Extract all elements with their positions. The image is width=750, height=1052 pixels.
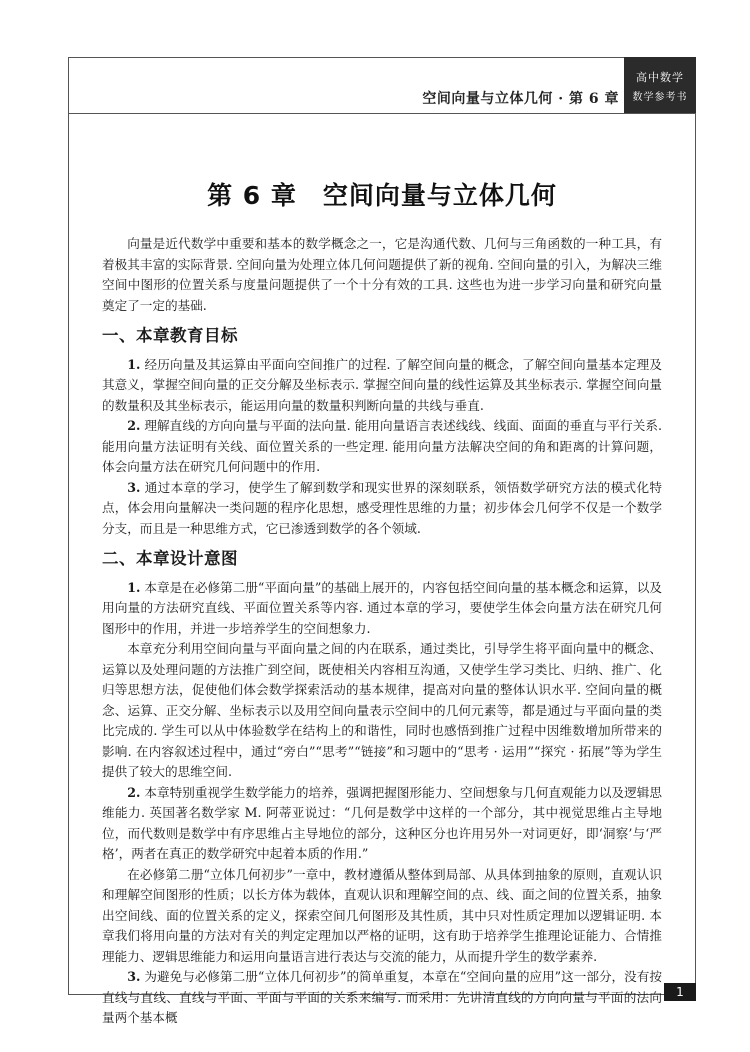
design-number: 2. <box>127 784 141 800</box>
design-paragraph-4: 在必修第二册“立体几何初步”一章中，教材遵循从整体到局部、从具体到抽象的原则，直观认识和理解空间图形的性质；以长方体为载体，直观认识和理解空间的点、线、面之间的位置关系，抽象出空间线、面的位置关系的定义，探索空间几何图形及其性质，其中只对性质定理加以逻辑证明. 本章我们将用向量的方法对有关的判定定理加以严格的证明，这有助于培养学生推理论证能力、合情推理能力、逻辑思维能力和运用向量语言进行表达与交流的能力，从而提升学生的数学素养. <box>102 866 662 964</box>
intro-paragraph: 向量是近代数学中重要和基本的数学概念之一，它是沟通代数、几何与三角函数的一种工具，有着极其丰富的实际背景. 空间向量为处理立体几何问题提供了新的视角. 空间向量的引入，为解决三维空间中图形的位置关系与度量问题提供了一个十分有效的工具. 这些也为进一步学习向量和研究向量奠定了一定的基础. <box>102 236 662 313</box>
goal-number: 2. <box>127 418 141 433</box>
chapter-title: 第 6 章 空间向量与立体几何 <box>207 181 557 210</box>
goal-text: 通过本章的学习，使学生了解到数学和现实世界的深刻联系，领悟数学研究方法的模式化特点，体会用向量解决一类问题的程序化思想，感受理性思维的力量；初步体会几何学不仅是一个数学分支，而且是一种思维方式，它已渗透到数学的各个领域. <box>102 479 662 536</box>
section-heading-design: 二、本章设计意图 <box>102 549 238 568</box>
page-frame <box>68 57 696 1025</box>
running-title: 空间向量与立体几何 · 第 6 章 <box>422 91 619 107</box>
goal-text: 理解直线的方向向量与平面的法向量. 能用向量语言表述线线、线面、面面的垂直与平行关系. 能用向量方法证明有关线、面位置关系的一些定理. 能用向量方法解决空间的角和距离的计算问题，体会向量方法在研究几何问题中的作用. <box>102 418 662 474</box>
badge-line1: 高中数学 <box>636 71 684 84</box>
design-text: 本章特别重视学生数学能力的培养，强调把握图形能力、空间想象与几何直观能力以及逻辑思维能力. 英国著名数学家 M. 阿蒂亚说过：“几何是数学中这样的一个部分，其中视觉思维占主导地位，而代数则是数学中有序思维占主导地位的部分，这种区分也许用另外一对词更好，即‘洞察’与‘严格’，两者在真正的数学研究中起着本质的作用.” <box>102 784 662 861</box>
goal-item-3 <box>102 478 662 540</box>
goal-number: 1. <box>127 356 141 372</box>
design-paragraph-1 <box>102 578 662 640</box>
design-paragraph-5 <box>102 967 662 1029</box>
goal-number: 3. <box>127 479 141 495</box>
page-header <box>69 58 695 114</box>
design-number: 1. <box>127 579 141 595</box>
goal-item-1 <box>102 355 662 417</box>
design-text: 本章是在必修第二册“平面向量”的基础上展开的，内容包括空间向量的基本概念和运算，以及用向量的方法研究直线、平面位置关系等内容. 通过本章的学习，要使学生体会向量方法在研究几何图形中的作用，并进一步培养学生的空间想象力. <box>102 579 662 636</box>
series-badge <box>624 57 696 113</box>
design-paragraph-3 <box>102 783 662 865</box>
page-number: 1 <box>664 983 696 1001</box>
design-text: 为避免与必修第二册“立体几何初步”的简单重复，本章在“空间向量的应用”这一部分，没有按直线与直线、直线与平面、平面与平面的关系来编写. 而采用：先讲清直线的方向向量与平面的法向量两个基本概 <box>102 969 662 1025</box>
design-paragraph-2: 本章充分利用空间向量与平面向量之间的内在联系，通过类比，引导学生将平面向量中的概念、运算以及处理问题的方法推广到空间，既使相关内容相互沟通，又使学生学习类比、归纳、推广、化归等思想方法，促使他们体会数学探索活动的基本规律，提高对向量的整体认识水平. 空间向量的概念、运算、正交分解、坐标表示以及用空间向量表示空间中的几何元素等，都是通过与平面向量的类比完成的. 学生可以从中体验数学在结构上的和谐性，同时也感悟到推广过程中因维数增加所带来的影响. 在内容叙述过程中，通过“旁白”“思考”“链接”和习题中的“思考 · 运用”“探究 · 拓展”等为学生提供了较大的思维空间. <box>102 641 662 779</box>
badge-line2: 数学参考书 <box>632 92 688 103</box>
body-text <box>102 234 662 1029</box>
design-number: 3. <box>127 969 141 984</box>
goal-item-2 <box>102 416 662 478</box>
goal-text: 经历向量及其运算由平面向空间推广的过程. 了解空间向量的概念，了解空间向量基本定理及其意义，掌握空间向量的正交分解及坐标表示. 掌握空间向量的线性运算及其坐标表示. 掌握空间向量的数量积及其坐标表示，能运用向量的数量积判断向量的共线与垂直. <box>102 356 662 413</box>
section-heading-goals: 一、本章教育目标 <box>102 326 238 345</box>
